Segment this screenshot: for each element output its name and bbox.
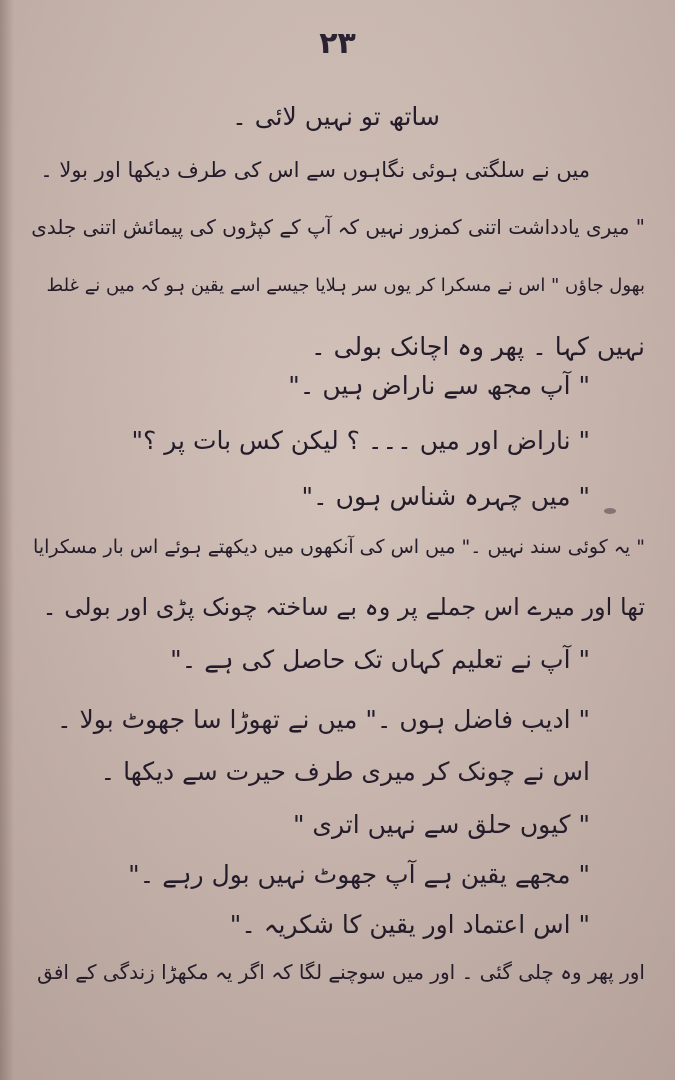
- text-line-8: " میں چہرہ شناس ہوں ۔": [301, 482, 590, 511]
- text-line-3: " میری یادداشت اتنی کمزور نہیں کہ آپ کے کپڑوں کی پیمائش اتنی جلدی: [31, 215, 645, 239]
- page-number: ۲۳: [319, 26, 356, 61]
- text-line-5: نہیں کہا ۔ پھر وہ اچانک بولی ۔: [311, 332, 645, 361]
- text-line-12: " ادیب فاضل ہوں ۔" میں نے تھوڑا سا جھوٹ بولا ۔: [56, 705, 590, 734]
- text-line-1: ساتھ تو نہیں لائی ۔: [232, 102, 440, 131]
- ink-smudge: [604, 508, 616, 514]
- page-edge-shadow: [0, 0, 14, 1080]
- text-line-11: " آپ نے تعلیم کہاں تک حاصل کی ہے ۔": [170, 645, 590, 674]
- text-line-15: " مجھے یقین ہے آپ جھوٹ نہیں بول رہے ۔": [128, 860, 590, 889]
- text-line-16: " اس اعتماد اور یقین کا شکریہ ۔": [229, 910, 590, 939]
- text-line-6: " آپ مجھ سے ناراض ہیں ۔": [288, 371, 590, 400]
- text-line-14: " کیوں حلق سے نہیں اتری ": [292, 810, 590, 839]
- text-line-2: میں نے سلگتی ہوئی نگاہوں سے اس کی طرف دیکھا اور بولا ۔: [40, 158, 590, 182]
- text-line-10: تھا اور میرے اس جملے پر وہ بے ساختہ چونک پڑی اور بولی ۔: [42, 593, 645, 621]
- text-line-13: اس نے چونک کر میری طرف حیرت سے دیکھا ۔: [100, 757, 590, 786]
- text-line-17: اور پھر وہ چلی گئی ۔ اور میں سوچنے لگا کہ اگر یہ مکھڑا زندگی کے افق: [37, 960, 645, 984]
- text-line-9: " یہ کوئی سند نہیں ۔" میں اس کی آنکھوں میں دیکھتے ہوئے اس بار مسکرایا: [33, 536, 645, 558]
- text-line-4: بھول جاؤں " اس نے مسکرا کر یوں سر ہلایا جیسے اسے یقین ہو کہ میں نے غلط: [46, 275, 645, 296]
- text-line-7: " ناراض اور میں ۔۔۔ ؟ لیکن کس بات پر ؟": [131, 426, 590, 455]
